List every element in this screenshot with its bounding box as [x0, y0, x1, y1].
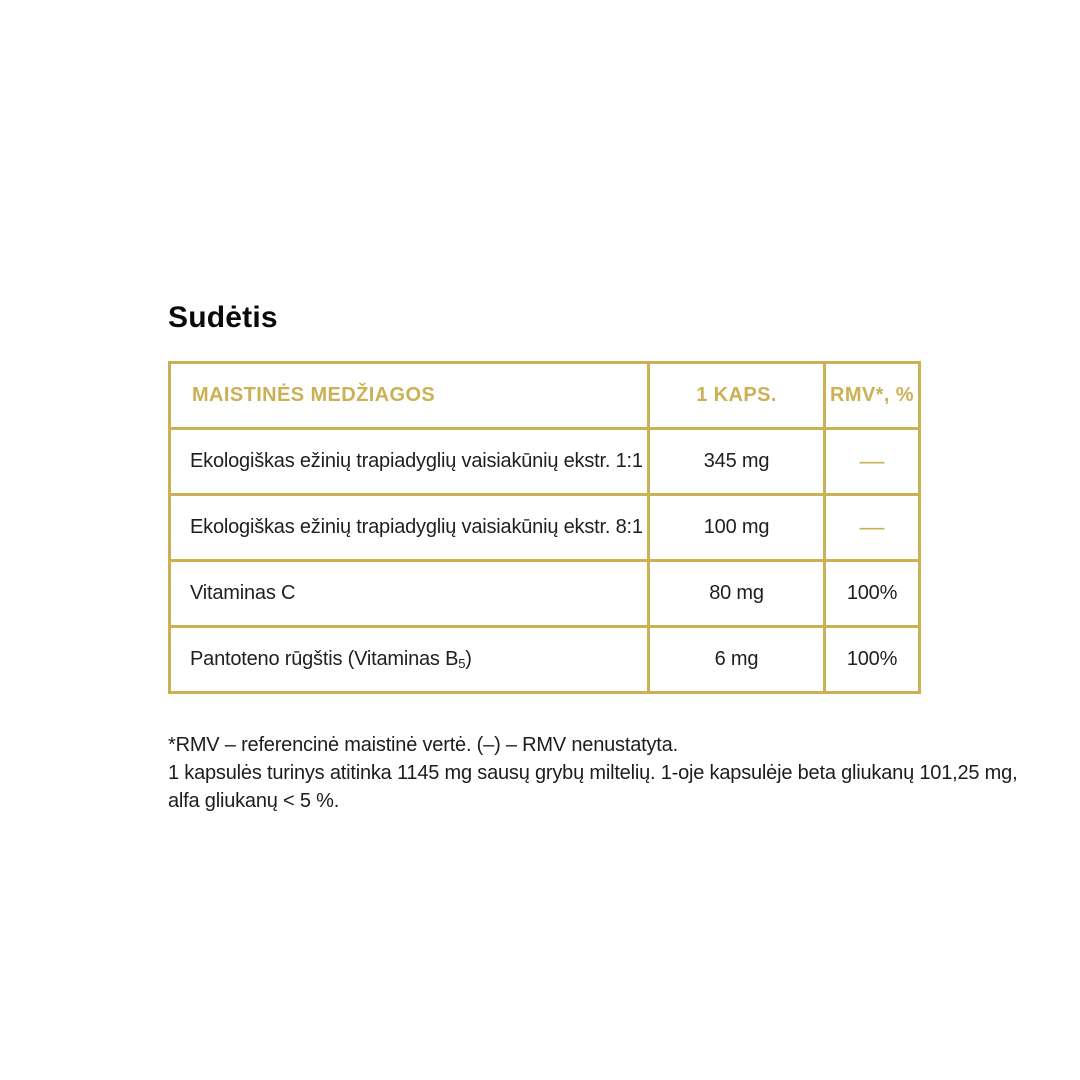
- table-header-row: [170, 363, 920, 429]
- table-row: [170, 429, 920, 495]
- ingredient-name: Ekologiškas ežinių trapiadyglių vaisiakūnių ekstr. 8:1: [170, 495, 649, 561]
- ingredient-name: Vitaminas C: [170, 561, 649, 627]
- ingredient-name-subscript: 5: [458, 656, 466, 671]
- ingredient-rmv-dash: —: [825, 495, 920, 561]
- header-rmv-percent: RMV*, %: [825, 363, 920, 429]
- ingredient-name-text: Pantoteno rūgštis (Vitaminas B: [190, 648, 459, 670]
- ingredient-rmv: 100%: [825, 627, 920, 693]
- composition-table: [168, 361, 921, 694]
- table-row: [170, 495, 920, 561]
- footnote-rmv-definition: *RMV – referencinė maistinė vertė. (–) – RMV nenustatyta.: [168, 734, 678, 756]
- table-row: [170, 627, 920, 693]
- header-nutrients: MAISTINĖS MEDŽIAGOS: [170, 363, 649, 429]
- ingredient-amount: 100 mg: [649, 495, 825, 561]
- page-title: Sudėtis: [168, 301, 278, 334]
- ingredient-rmv-dash: —: [825, 429, 920, 495]
- footnote-capsule-content-2: alfa gliukanų < 5 %.: [168, 790, 340, 812]
- ingredient-amount: 345 mg: [649, 429, 825, 495]
- footnotes: [168, 731, 1017, 815]
- ingredient-name: Ekologiškas ežinių trapiadyglių vaisiakūnių ekstr. 1:1: [170, 429, 649, 495]
- footnote-capsule-content: 1 kapsulės turinys atitinka 1145 mg sausų grybų miltelių. 1-oje kapsulėje beta gliukanų 101,25 mg,: [168, 762, 1018, 784]
- ingredient-rmv: 100%: [825, 561, 920, 627]
- ingredient-amount: 6 mg: [649, 627, 825, 693]
- ingredient-name-text-end: ): [465, 648, 472, 670]
- header-per-capsule: 1 KAPS.: [649, 363, 825, 429]
- ingredient-amount: 80 mg: [649, 561, 825, 627]
- table-row: [170, 561, 920, 627]
- ingredient-name: [170, 627, 649, 693]
